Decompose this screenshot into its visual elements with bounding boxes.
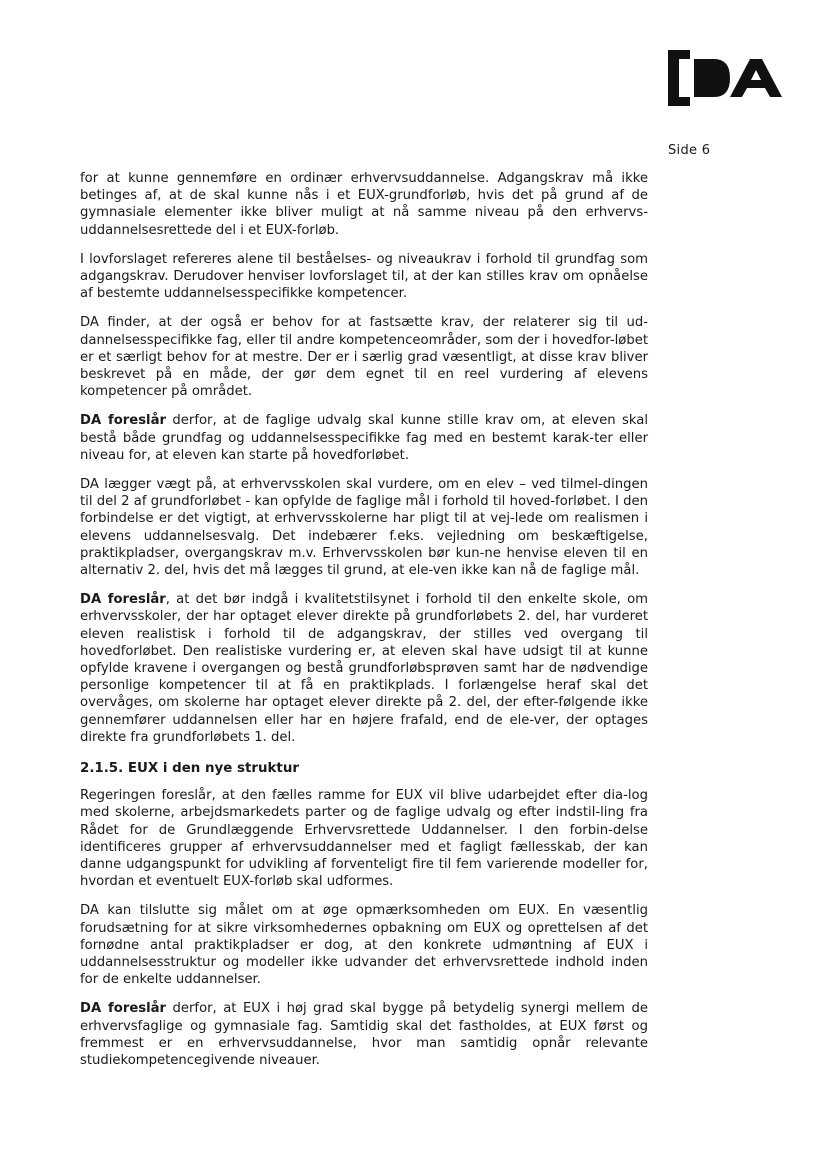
paragraph-5: DA lægger vægt på, at erhvervsskolen skal vurdere, om en elev – ved tilmel-dingen til del 2 af grundforløbet - kan opfylde de faglige mål i forhold til hoved-forløbet. I den forbindelse er det vigtigt, at erhvervsskolerne har pligt til at vej-lede om realismen i elevens uddannelsesvalg. Det indebærer f.eks. vejledning om beskæftigelse, praktikpladser, overgangskrav m.v. Erhvervsskolen bør kun-ne henvise eleven til en alternativ 2. del, hvis det må lægges til grund, at ele-ven ikke kan nå de faglige mål. <box>80 477 648 579</box>
section-paragraph-3: DA foreslår derfor, at EUX i høj grad skal bygge på betydelig synergi mellem de erhvervsfaglige og gymnasiale fag. Samtidig skal det fastholdes, at EUX først og fremmest er en erhvervsuddannelse, hvor man samtidig opnår relevante studiekompetencegivende niveauer. <box>80 1001 648 1068</box>
paragraph-1: for at kunne gennemføre en ordinær erhvervsuddannelse. Adgangskrav må ikke betinges af, at de skal kunne nås i et EUX-grundforløb, hvis det på grund af de gymnasiale elementer ikke bliver muligt at nå samme niveau på den erhvervs-uddannelsesrettede del i et EUX-forløb. <box>80 171 648 238</box>
paragraph-6: DA foreslår, at det bør indgå i kvalitetstilsynet i forhold til den enkelte skole, om erhvervsskoler, der har optaget elever direkte på grundforløbets 2. del, har vurderet eleven realistisk i forhold til de adgangskrav, der stilles ved overgang til hovedforløbet. Den realistiske vurdering er, at eleven skal have udsigt til at kunne opfylde kravene i overgangen og bestå grundforløbsprøven samt har de nødvendige personlige kompetencer til at få en praktikplads. I forlængelse heraf skal det overvåges, om skolerne har optaget elever direkte på 2. del, der efter-følgende ikke gennemfører uddannelsen eller har en højere frafald, end de ele-ver, der optages direkte fra grundforløbets 1. del. <box>80 592 648 745</box>
section-paragraph-1: Regeringen foreslår, at den fælles ramme for EUX vil blive udarbejdet efter dia-log med skolerne, arbejdsmarkedets parter og de faglige udvalg og efter indstil-ling fra Rådet for de Grundlæggende Erhvervsrettede Uddannelser. I den forbin-delse identificeres grupper af erhvervsuddannelser med et fagligt fællesskab, der kan danne udgangspunkt for udvikling af forventeligt fire til fem varierende modeller for, hvordan et eventuelt EUX-forløb skal udformes. <box>80 788 648 890</box>
document-body <box>80 170 648 1081</box>
da-logo <box>668 44 784 108</box>
section-heading: 2.1.5. EUX i den nye struktur <box>80 761 299 777</box>
paragraph-4: DA foreslår derfor, at de faglige udvalg skal kunne stille krav om, at eleven skal bestå både grundfag og uddannelsesspecifikke fag med en bestemt karak-ter eller niveau for, at eleven kan starte på hovedforløbet. <box>80 413 648 463</box>
section-paragraph-2: DA kan tilslutte sig målet om at øge opmærksomheden om EUX. En væsentlig forudsætning for at sikre virksomhedernes opbakning om EUX og oprettelsen af det fornødne antal praktikpladser er dog, at den konkrete udmøntning af EUX i uddannelsesstruktur og modeller ikke udvander det erhvervsrettede indhold inden for de enkelte uddannelser. <box>80 903 648 988</box>
da-logo-icon <box>668 44 784 108</box>
paragraph-2: I lovforslaget refereres alene til beståelses- og niveaukrav i forhold til grundfag som adgangskrav. Derudover henviser lovforslaget til, at der kan stilles krav om opnåelse af bestemte uddannelsesspecifikke kompetencer. <box>80 251 648 302</box>
page-number: Side 6 <box>668 143 711 158</box>
paragraph-3: DA finder, at der også er behov for at fastsætte krav, der relaterer sig til ud-dannelsesspecifikke fag, eller til andre kompetenceområder, som der i hovedfor-løbet er et særligt behov for at mestre. Der er i særlig grad væsentligt, at disse krav bliver beskrevet på en måde, der gør dem egnet til en reel vurdering af elevens kompetencer på området. <box>80 315 648 400</box>
